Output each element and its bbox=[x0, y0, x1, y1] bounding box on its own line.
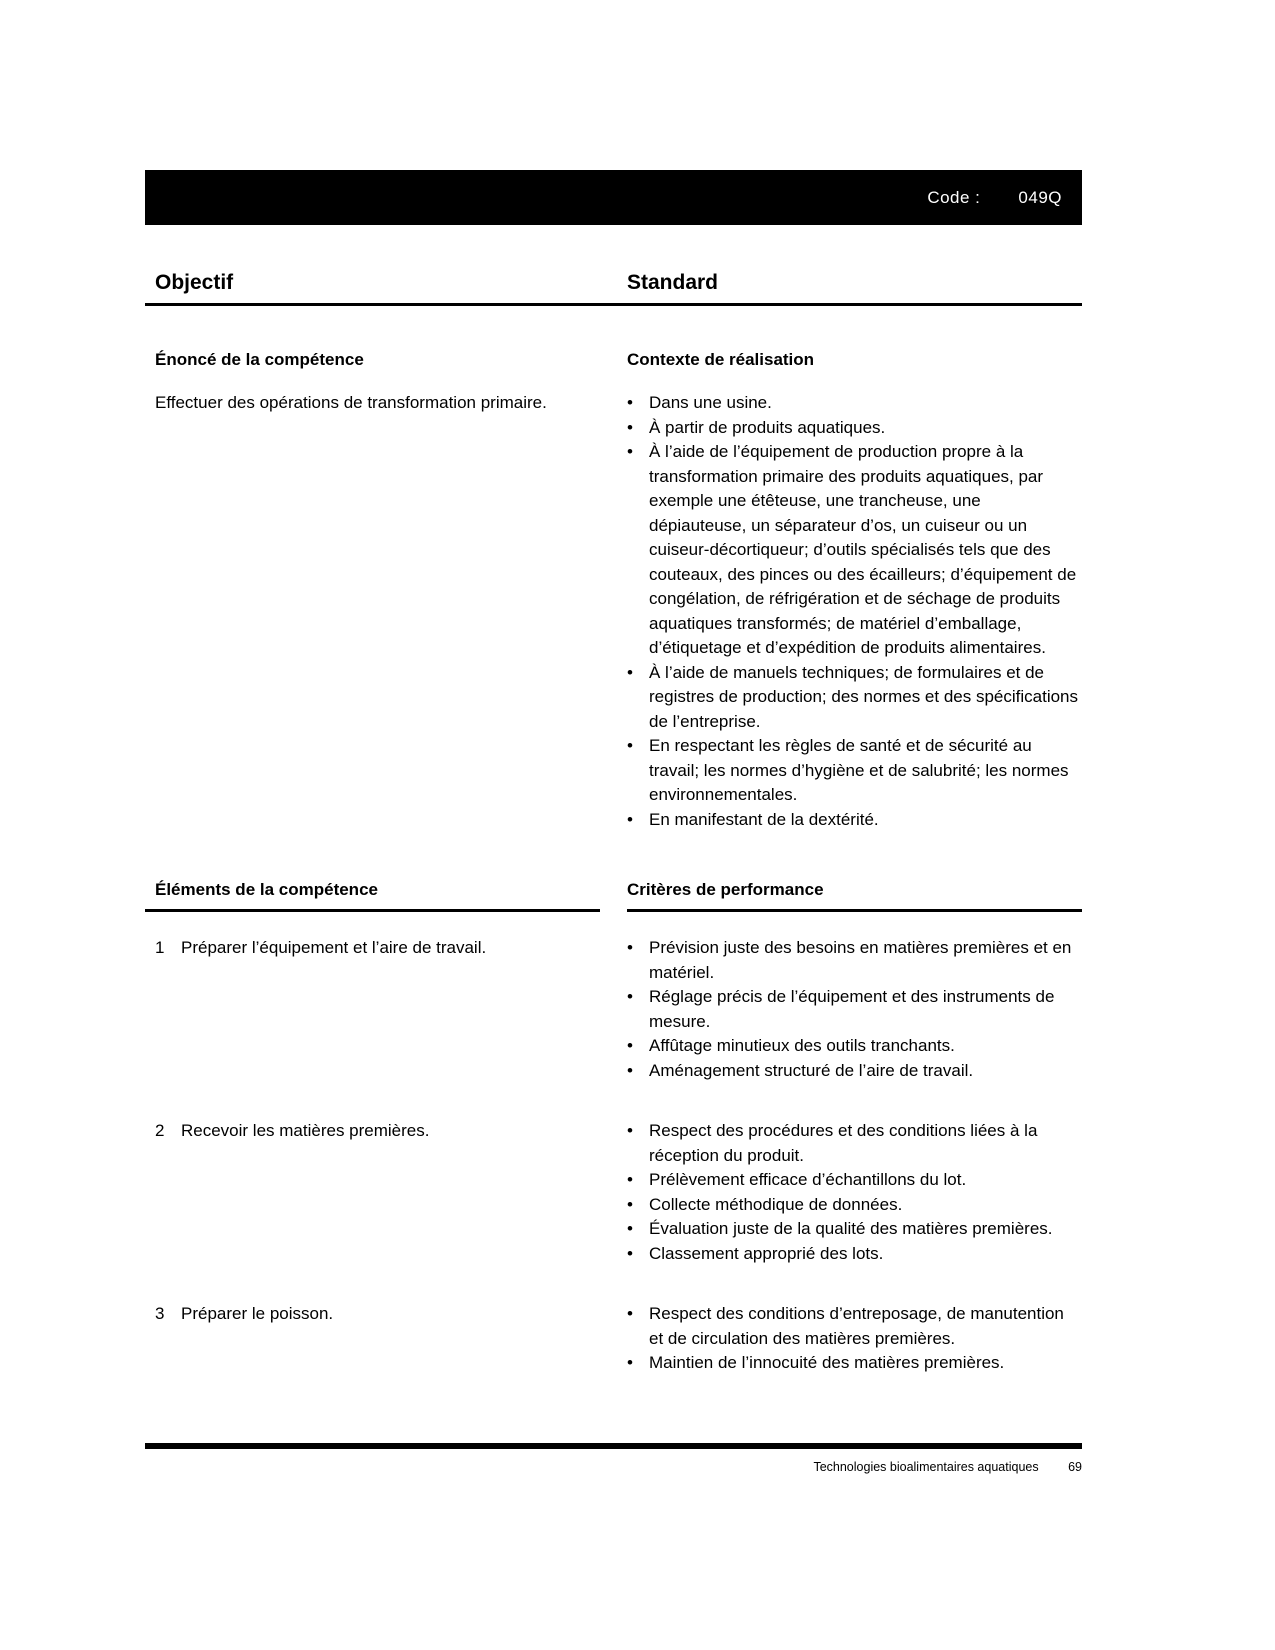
footer-rule bbox=[145, 1443, 1082, 1449]
bullet-item bbox=[627, 1034, 1082, 1059]
bullet-icon: • bbox=[627, 1353, 633, 1372]
bullet-icon: • bbox=[627, 662, 633, 682]
document-page bbox=[145, 170, 1082, 1376]
criteria-list bbox=[627, 1119, 1082, 1266]
bullet-item bbox=[627, 1168, 1082, 1193]
bullet-item bbox=[627, 1059, 1082, 1084]
code-header-bar bbox=[145, 170, 1082, 225]
bullet-icon: • bbox=[627, 1194, 633, 1214]
criterion-text: Affûtage minutieux des outils tranchants. bbox=[649, 1036, 955, 1055]
page-footer bbox=[145, 1460, 1082, 1474]
bullet-item bbox=[627, 936, 1082, 985]
bullet-text: Dans une usine. bbox=[649, 393, 772, 412]
element-text: Préparer l’équipement et l’aire de travail. bbox=[181, 938, 487, 957]
bullet-item bbox=[627, 661, 1082, 735]
elements-heading: Éléments de la compétence bbox=[155, 880, 378, 899]
element-row bbox=[145, 1119, 1082, 1266]
bullet-text: À l’aide de manuels techniques; de formulaires et de registres de production; des normes et des spécifications de l’entreprise. bbox=[649, 662, 1079, 731]
bullet-icon: • bbox=[627, 809, 633, 829]
criterion-text: Collecte méthodique de données. bbox=[649, 1194, 903, 1214]
element-text: Préparer le poisson. bbox=[181, 1304, 334, 1323]
criteria-cell bbox=[627, 1119, 1082, 1266]
element-number: 1 bbox=[155, 938, 165, 957]
criterion-text: Respect des conditions d’entreposage, de manutention et de circulation des matières premières. bbox=[649, 1304, 1064, 1348]
bullet-icon: • bbox=[627, 1060, 633, 1080]
column-titles-row bbox=[145, 271, 1082, 306]
code-value: 049Q bbox=[1018, 187, 1062, 207]
element-item bbox=[155, 1302, 557, 1327]
element-cell bbox=[145, 1302, 627, 1376]
contexte-column bbox=[627, 348, 1082, 832]
elements-heading-cell bbox=[145, 878, 600, 912]
bullet-icon: • bbox=[627, 393, 633, 412]
bullet-icon: • bbox=[627, 442, 633, 461]
element-cell bbox=[145, 936, 627, 1083]
bullet-icon: • bbox=[627, 1121, 633, 1140]
bullet-item bbox=[627, 1242, 1082, 1267]
element-item bbox=[155, 1119, 557, 1144]
bullet-item bbox=[627, 1119, 1082, 1168]
element-text: Recevoir les matières premières. bbox=[181, 1121, 430, 1140]
element-row bbox=[145, 1302, 1082, 1376]
bullet-item bbox=[627, 985, 1082, 1034]
bullet-item bbox=[627, 808, 1082, 833]
bullet-icon: • bbox=[627, 1243, 633, 1263]
criterion-text: Prévision juste des besoins en matières premières et en matériel. bbox=[649, 938, 1072, 982]
bullet-item bbox=[627, 1302, 1082, 1351]
footer-document-title: Technologies bioalimentaires aquatiques bbox=[813, 1460, 1039, 1474]
criteria-cell bbox=[627, 936, 1082, 1083]
bullet-icon: • bbox=[627, 938, 633, 957]
criteria-cell bbox=[627, 1302, 1082, 1376]
elements-criteres-heading-row bbox=[145, 878, 1082, 912]
bullet-item bbox=[627, 416, 1082, 441]
bullet-text: En respectant les règles de santé et de sécurité au travail; les normes d’hygiène et de salubrité; les normes environnementales. bbox=[649, 736, 1069, 804]
bullet-icon: • bbox=[627, 417, 633, 437]
criterion-text: Prélèvement efficace d’échantillons du lot. bbox=[649, 1170, 967, 1189]
contexte-heading: Contexte de réalisation bbox=[627, 350, 815, 369]
element-number: 2 bbox=[155, 1121, 165, 1140]
enonce-column bbox=[145, 348, 627, 832]
bullet-icon: • bbox=[627, 1036, 633, 1055]
bullet-icon: • bbox=[627, 987, 633, 1006]
criterion-text: Réglage précis de l’équipement et des instruments de mesure. bbox=[649, 987, 1055, 1031]
code-label: Code : bbox=[927, 187, 981, 207]
standard-title: Standard bbox=[627, 271, 719, 294]
criteres-heading: Critères de performance bbox=[627, 880, 824, 899]
objectif-title: Objectif bbox=[155, 271, 234, 294]
criterion-text: Évaluation juste de la qualité des matières premières. bbox=[649, 1219, 1053, 1238]
criteres-heading-cell bbox=[627, 878, 1082, 912]
criteria-list bbox=[627, 1302, 1082, 1376]
criterion-text: Respect des procédures et des conditions liées à la réception du produit. bbox=[649, 1121, 1038, 1165]
bullet-item bbox=[627, 734, 1082, 808]
criterion-text: Aménagement structuré de l’aire de travail. bbox=[649, 1060, 974, 1080]
competence-section bbox=[145, 348, 1082, 832]
bullet-icon: • bbox=[627, 1304, 633, 1323]
bullet-item bbox=[627, 440, 1082, 661]
criteria-list bbox=[627, 936, 1082, 1083]
criterion-text: Maintien de l’innocuité des matières premières. bbox=[649, 1353, 1005, 1372]
enonce-heading: Énoncé de la compétence bbox=[155, 350, 364, 369]
element-row bbox=[145, 936, 1082, 1083]
bullet-item bbox=[627, 1217, 1082, 1242]
enonce-text: Effectuer des opérations de transformation primaire. bbox=[155, 393, 547, 412]
bullet-text: En manifestant de la dextérité. bbox=[649, 809, 879, 829]
element-number: 3 bbox=[155, 1304, 165, 1323]
bullet-text: À partir de produits aquatiques. bbox=[649, 417, 886, 437]
bullet-item bbox=[627, 1193, 1082, 1218]
bullet-item bbox=[627, 1351, 1082, 1376]
element-item bbox=[155, 936, 557, 961]
criterion-text: Classement approprié des lots. bbox=[649, 1243, 884, 1263]
bullet-text: À l’aide de l’équipement de production propre à la transformation primaire des produits aquatiques, par exemple une étêteuse, une trancheuse, une dépiauteuse, un séparateur d’os, un cuiseur ou un cuiseur-décortiqueur; d’outils spécialisés tels que des couteaux, des pinces ou des écailleurs; d’équipement de congélation, de réfrigération et de séchage de produits aquatiques transformés; de matériel d’emballage, d’étiquetage et d’expédition de produits alimentaires. bbox=[649, 442, 1077, 657]
bullet-icon: • bbox=[627, 1219, 633, 1238]
bullet-icon: • bbox=[627, 1170, 633, 1189]
bullet-icon: • bbox=[627, 736, 633, 755]
page-number: 69 bbox=[1068, 1460, 1082, 1474]
contexte-bullet-list bbox=[627, 391, 1082, 832]
bullet-item bbox=[627, 391, 1082, 416]
element-cell bbox=[145, 1119, 627, 1266]
